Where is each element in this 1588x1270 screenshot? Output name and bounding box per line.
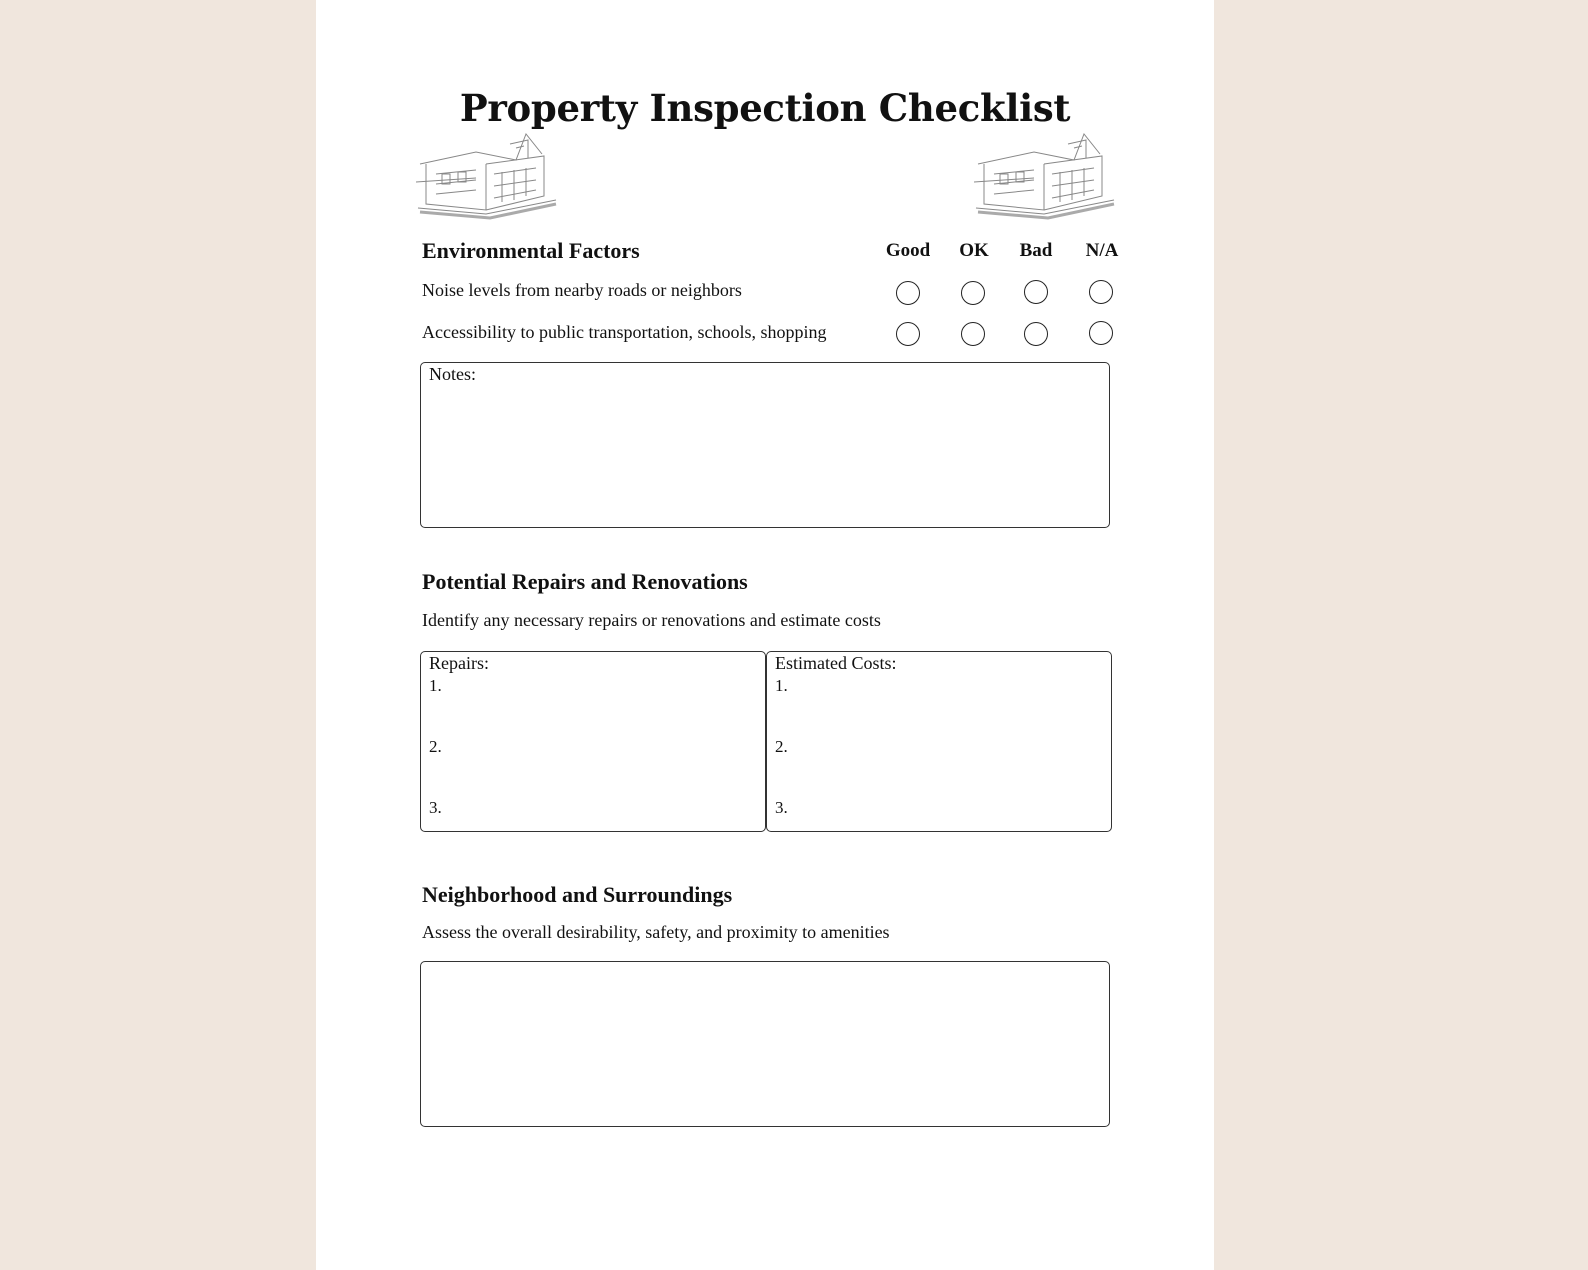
costs-item-number-2: 2. [775, 737, 788, 756]
house-illustration-left-icon [416, 124, 558, 220]
costs-item-number-3: 3. [775, 798, 788, 817]
radio-noise-ok[interactable] [961, 281, 985, 305]
house-illustration-right-icon [974, 124, 1116, 220]
notes-box[interactable] [420, 362, 1110, 528]
notes-label: Notes: [429, 364, 476, 384]
checklist-row-accessibility: Accessibility to public transportation, schools, shopping [422, 322, 827, 342]
column-header-good: Good [885, 240, 931, 261]
section-heading-neighborhood: Neighborhood and Surroundings [422, 882, 733, 907]
section-heading-environmental: Environmental Factors [422, 238, 640, 263]
repairs-box[interactable] [420, 651, 766, 832]
radio-accessibility-good[interactable] [896, 322, 920, 346]
repairs-item-number-3: 3. [429, 798, 442, 817]
checklist-row-noise: Noise levels from nearby roads or neighbors [422, 280, 742, 300]
column-header-na: N/A [1085, 240, 1119, 261]
radio-noise-good[interactable] [896, 281, 920, 305]
column-header-bad: Bad [1019, 240, 1053, 261]
neighborhood-description: Assess the overall desirability, safety, and proximity to amenities [422, 922, 890, 942]
page-title: Property Inspection Checklist [459, 86, 1071, 130]
repairs-item-number-2: 2. [429, 737, 442, 756]
estimated-costs-label: Estimated Costs: [775, 653, 897, 673]
section-heading-repairs: Potential Repairs and Renovations [422, 569, 748, 594]
radio-noise-bad[interactable] [1024, 280, 1048, 304]
radio-accessibility-na[interactable] [1089, 321, 1113, 345]
neighborhood-notes-box[interactable] [420, 961, 1110, 1127]
radio-accessibility-ok[interactable] [961, 322, 985, 346]
column-header-ok: OK [959, 240, 989, 261]
repairs-item-number-1: 1. [429, 676, 442, 695]
estimated-costs-box[interactable] [766, 651, 1112, 832]
radio-accessibility-bad[interactable] [1024, 322, 1048, 346]
repairs-description: Identify any necessary repairs or renovations and estimate costs [422, 610, 881, 630]
document-page [316, 0, 1214, 1270]
radio-noise-na[interactable] [1089, 280, 1113, 304]
costs-item-number-1: 1. [775, 676, 788, 695]
repairs-label: Repairs: [429, 653, 489, 673]
